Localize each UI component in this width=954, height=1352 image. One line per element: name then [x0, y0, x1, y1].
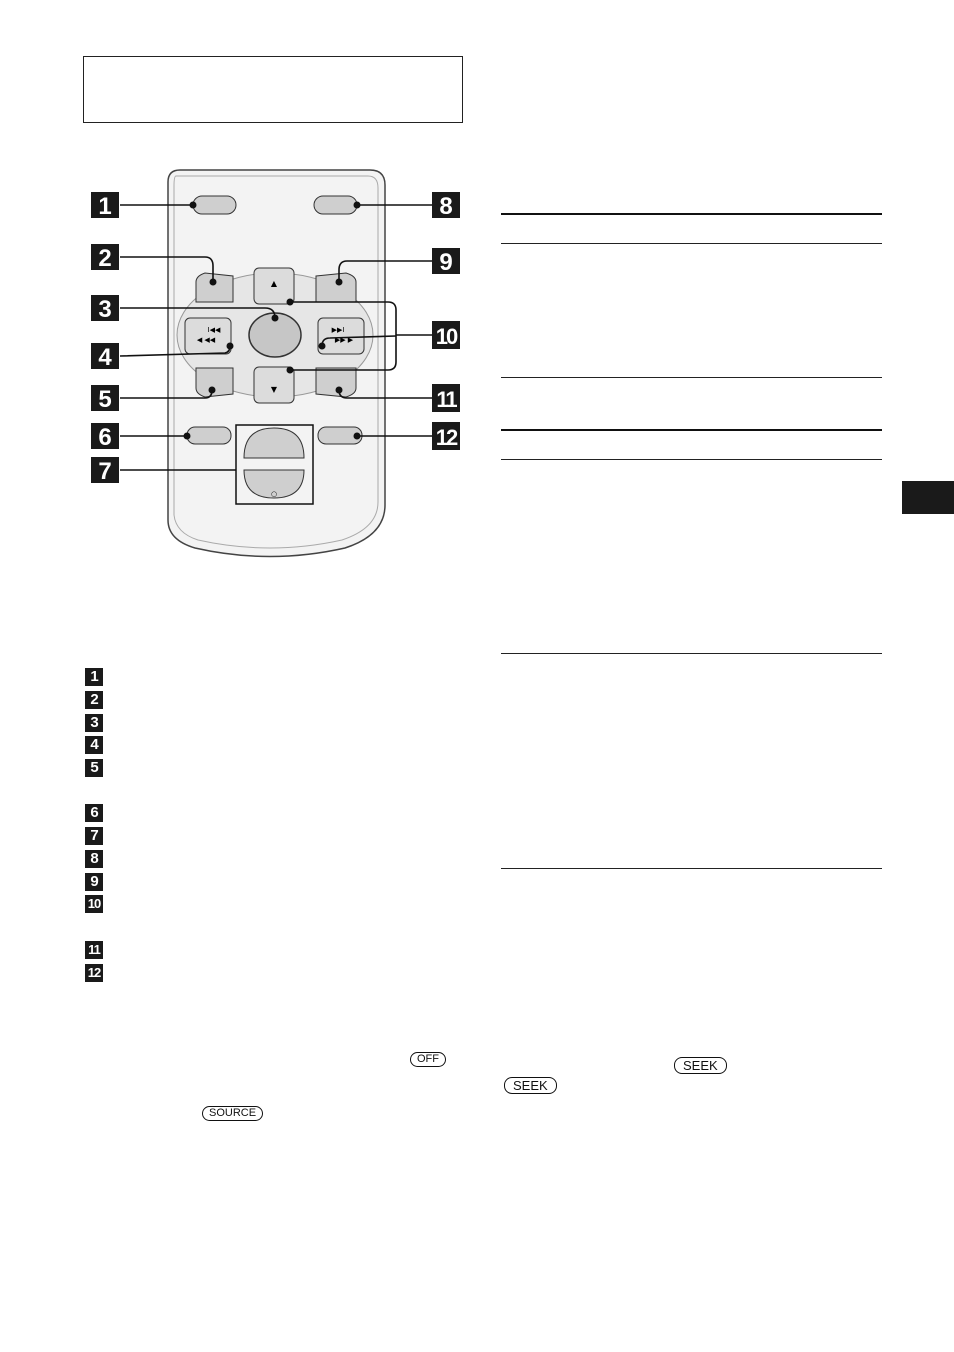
off-key-symbol: OFF — [410, 1052, 446, 1067]
legend-badge-9: 9 — [85, 873, 103, 891]
table2-rule-top — [501, 429, 882, 431]
up-arrow-icon: ▲ — [270, 279, 278, 288]
legend-badge-6: 6 — [85, 804, 103, 822]
prev-top-icon: I◀◀ — [207, 326, 221, 334]
table2-rule-mid — [501, 653, 882, 654]
legend-badge-12: 12 — [85, 964, 103, 982]
callout-3: 3 — [98, 296, 112, 323]
legend-badge-10: 10 — [85, 895, 103, 913]
legend-badge-1: 1 — [85, 668, 103, 686]
callout-12: 12 — [435, 425, 457, 450]
callout-11: 11 — [436, 387, 456, 412]
legend-badge-8: 8 — [85, 850, 103, 868]
remote-button-8 — [314, 196, 357, 214]
callout-6: 6 — [98, 424, 112, 451]
next-top-icon: ▶▶I — [331, 326, 345, 334]
remote-control-illustration — [80, 165, 457, 565]
table2-rule-header — [501, 459, 882, 460]
table-rule-header — [501, 243, 882, 244]
legend-badge-11: 11 — [85, 941, 103, 959]
vol-minus-mark-icon: ○ — [270, 490, 278, 498]
remote-button-2 — [196, 273, 233, 302]
remote-button-1 — [193, 196, 236, 214]
prev-icon: ◀ ◀◀ — [196, 336, 216, 344]
table2-rule-bottom — [501, 868, 882, 869]
legend-badge-7: 7 — [85, 827, 103, 845]
callout-8: 8 — [439, 193, 453, 220]
callout-7: 7 — [98, 458, 112, 485]
callout-4: 4 — [98, 344, 112, 371]
legend-badge-3: 3 — [85, 714, 103, 732]
source-key-symbol: SOURCE — [202, 1106, 263, 1121]
section-title-box — [83, 56, 463, 123]
callout-9: 9 — [439, 249, 453, 276]
remote-button-9 — [316, 273, 356, 302]
remote-button-5 — [196, 368, 233, 397]
callout-2: 2 — [98, 245, 112, 272]
callout-1: 1 — [98, 193, 112, 220]
section-side-tab — [902, 481, 954, 514]
seek-key-symbol-2: SEEK — [504, 1077, 557, 1094]
table-rule-bottom — [501, 377, 882, 378]
remote-button-11 — [316, 368, 356, 397]
callout-10: 10 — [435, 324, 457, 349]
down-arrow-icon: ▼ — [270, 385, 278, 394]
legend-badge-4: 4 — [85, 736, 103, 754]
seek-key-symbol-1: SEEK — [674, 1057, 727, 1074]
next-icon: ▶▶ ▶ — [334, 336, 354, 344]
callout-5: 5 — [98, 386, 112, 413]
remote-button-6 — [187, 427, 231, 444]
table-rule-top — [501, 213, 882, 215]
legend-badge-5: 5 — [85, 759, 103, 777]
legend-badge-2: 2 — [85, 691, 103, 709]
